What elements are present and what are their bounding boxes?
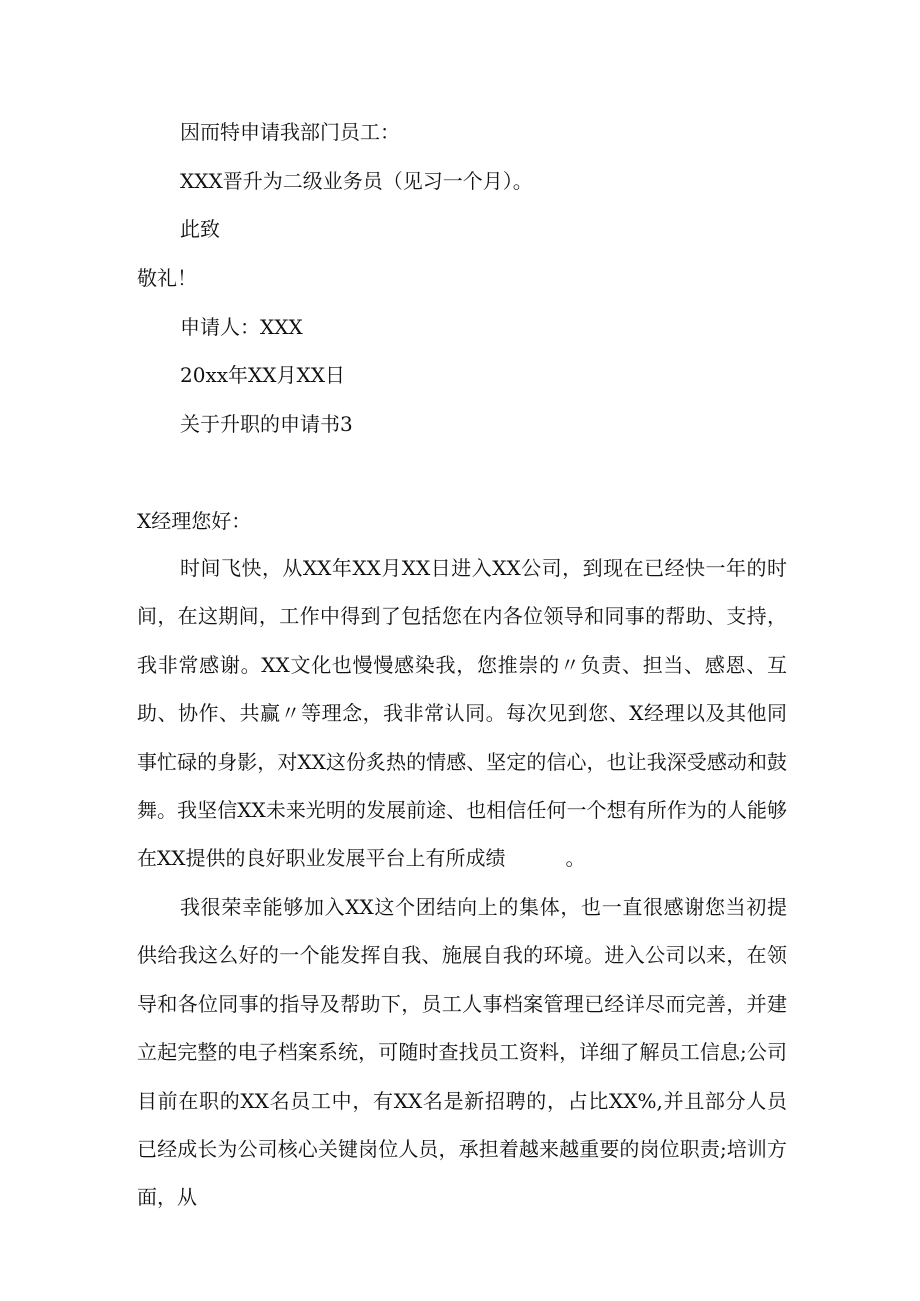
- closing-regards: 敬礼！: [137, 266, 197, 290]
- letter-salutation: X经理您好：: [137, 509, 252, 533]
- body-paragraph-1: [137, 544, 787, 883]
- applicant-line: 申请人：XXX: [180, 315, 303, 339]
- paragraph-1-text: 时间飞快，从XX年XX月XX日进入XX公司，到现在已经快一年的时间，在这期间，工作中得到了包括您在内各位领导和同事的帮助、支持，我非常感谢。XX文化也慢慢感染我，您推崇的〃负责、担当、感恩、互助、协作、共赢〃等理念，我非常认同。每次见到您、X经理以及其他同事忙碌的身影，对XX这份炙热的情感、坚定的信心，也让我深受感动和鼓舞。我坚信XX未来光明的发展前途、也相信任何一个想有所作为的人能够在XX提供的良好职业发展平台上有所成绩 。: [137, 556, 787, 871]
- section-title: 关于升职的申请书3: [180, 412, 353, 436]
- date-line: 20xx年XX月XX日: [180, 363, 345, 387]
- promotion-line: XXX晋升为二级业务员（见习一个月）。: [180, 169, 533, 193]
- paragraph-2-text: 我很荣幸能够加入XX这个团结向上的集体，也一直很感谢您当初提供给我这么好的一个能发挥自我、施展自我的环境。进入公司以来，在领导和各位同事的指导及帮助下，员工人事档案管理已经详尽而完善，并建立起完整的电子档案系统，可随时查找员工资料，详细了解员工信息;公司目前在职的XX名员工中，有XX名是新招聘的，占比XX%,并且部分人员已经成长为公司核心关键岗位人员，承担着越来越重要的岗位职责;培训方面，从: [137, 895, 787, 1210]
- request-line: 因而特申请我部门员工：: [180, 120, 400, 144]
- body-paragraph-2: [137, 883, 787, 1222]
- closing-salutation: 此致: [180, 217, 220, 241]
